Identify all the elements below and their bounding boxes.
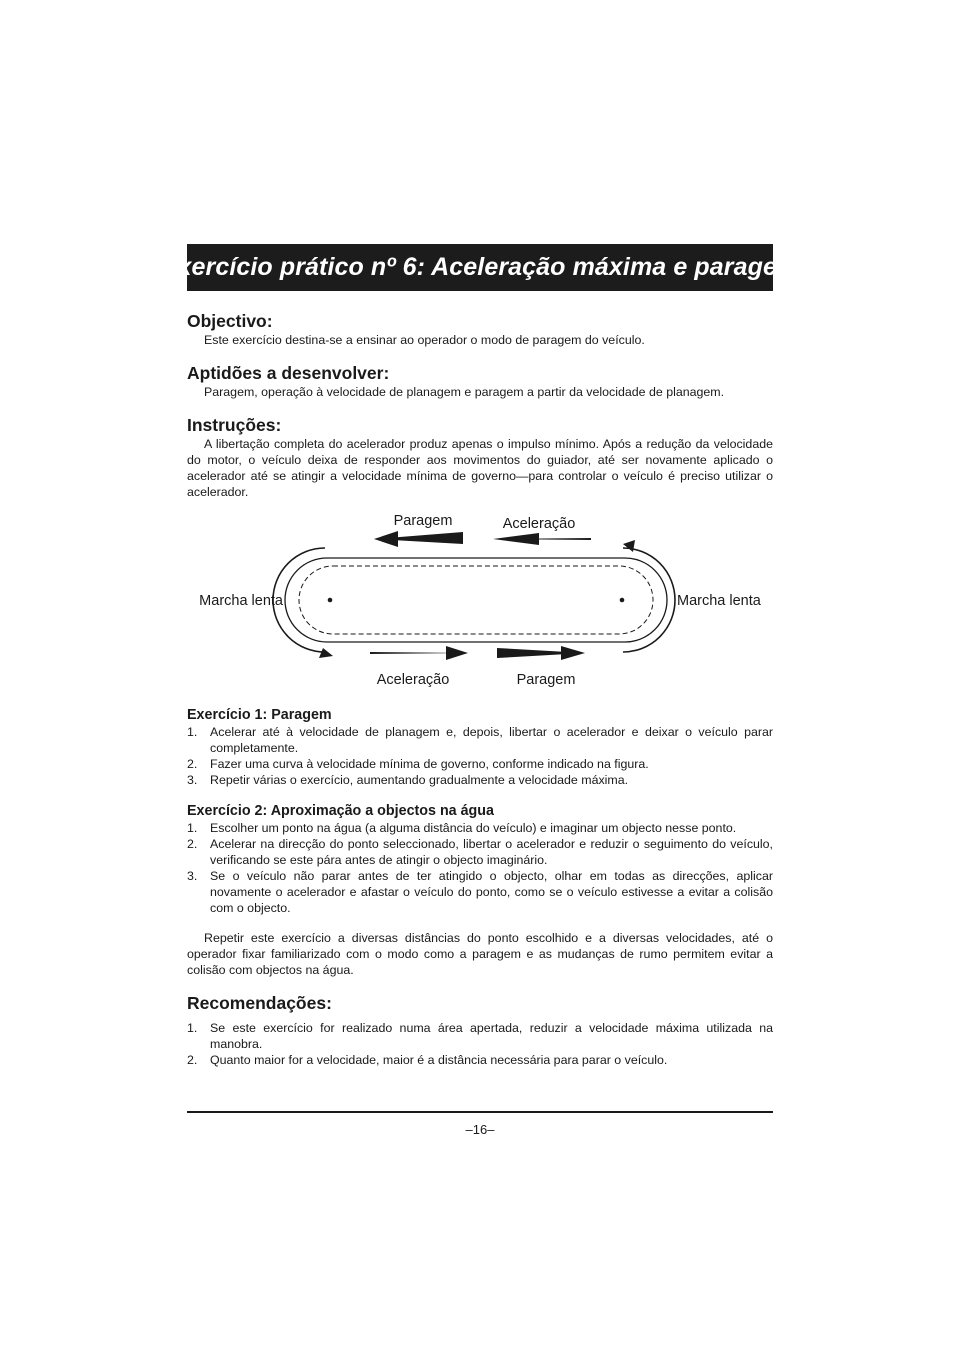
list-item: 1. Se este exercício for realizado numa área apertada, reduzir a velocidade máxima utilizada na manobra. bbox=[187, 1021, 773, 1051]
recommendations-section bbox=[187, 992, 773, 1068]
instructions-section bbox=[187, 414, 773, 500]
manoeuvre-diagram-svg bbox=[187, 506, 773, 706]
right-turn-arrowhead bbox=[623, 540, 635, 552]
right-label: Marcha lenta bbox=[677, 593, 761, 609]
inner-track bbox=[299, 566, 653, 634]
skills-heading: Aptidões a desenvolver: bbox=[187, 363, 390, 383]
exercise1-heading: Exercício 1: Paragem bbox=[187, 707, 332, 723]
recommendations-heading: Recomendações: bbox=[187, 993, 332, 1013]
list-item: 2. Acelerar na direcção do ponto seleccionado, libertar o acelerador e reduzir o seguimento do veículo, verificando se este pára antes de atingir o objecto imaginário. bbox=[187, 837, 773, 867]
objective-heading: Objectivo: bbox=[187, 311, 273, 331]
left-label: Marcha lenta bbox=[199, 593, 283, 609]
bottom-left-arrowhead bbox=[446, 646, 468, 660]
list-item: 1. Escolher um ponto na água (a alguma distância do veículo) e imaginar um objecto nesse ponto. bbox=[187, 821, 737, 835]
bottom-left-label: Aceleração bbox=[376, 672, 450, 688]
page-content bbox=[187, 310, 773, 1068]
page-title-banner bbox=[160, 244, 800, 291]
exercise2-note: Repetir este exercício a diversas distâncias do ponto escolhido e a diversas velocidades, até o operador fixar familiarizado com o modo como a paragem e as mudanças de rumo permitem evitar a colisão com objectos na água. bbox=[187, 931, 773, 977]
manoeuvre-diagram bbox=[187, 506, 773, 706]
instructions-text: A libertação completa do acelerador produz apenas o impulso mínimo. Após a redução da velocidade do motor, o veículo deixa de responder aos movimentos do guiador, até ser novamente aplicado o acelerador até se atingir a velocidade mínima de governo—para controlar o veículo é preciso utilizar o acelerador. bbox=[187, 437, 773, 499]
list-item: 2. Fazer uma curva à velocidade mínima de governo, conforme indicado na figura. bbox=[187, 757, 649, 771]
exercise1-section bbox=[187, 706, 773, 788]
objective-section bbox=[187, 310, 773, 348]
exercise2-list bbox=[187, 820, 773, 916]
exercise2-heading: Exercício 2: Aproximação a objectos na água bbox=[187, 803, 494, 819]
page-number: –16– bbox=[465, 1122, 495, 1137]
skills-section bbox=[187, 362, 773, 400]
top-left-arrowhead bbox=[374, 531, 398, 547]
exercise1-list bbox=[187, 724, 773, 788]
bottom-right-arrowhead bbox=[561, 646, 585, 660]
bottom-right-label: Paragem bbox=[516, 672, 576, 688]
outer-track bbox=[285, 558, 667, 642]
footer-rule bbox=[187, 1111, 773, 1113]
list-item: 2. Quanto maior for a velocidade, maior é a distância necessária para parar o veículo. bbox=[187, 1053, 668, 1067]
objective-text: Este exercício destina-se a ensinar ao operador o modo de paragem do veículo. bbox=[204, 333, 645, 347]
top-right-label: Aceleração bbox=[502, 516, 576, 532]
recommendations-list bbox=[187, 1020, 773, 1068]
left-turn-arrowhead bbox=[319, 648, 333, 658]
left-point bbox=[328, 598, 333, 603]
list-item: 3. Se o veículo não parar antes de ter atingido o objecto, olhar em todas as direcções, aplicar novamente o acelerador e afastar o veículo do ponto, como se o veículo estivesse a evitar a colisão com o objecto. bbox=[187, 869, 773, 915]
exercise2-section bbox=[187, 802, 773, 978]
instructions-heading: Instruções: bbox=[187, 415, 282, 435]
list-item: 1. Acelerar até à velocidade de planagem e, depois, libertar o acelerador e deixar o veículo parar completamente. bbox=[187, 725, 773, 755]
right-point bbox=[620, 598, 625, 603]
skills-text: Paragem, operação à velocidade de planagem e paragem a partir da velocidade de planagem. bbox=[204, 385, 725, 399]
page-title: Exercício prático nº 6: Aceleração máxima e paragem bbox=[160, 253, 800, 281]
top-right-arrowhead bbox=[493, 533, 539, 545]
top-left-label: Paragem bbox=[393, 513, 453, 529]
list-item: 3. Repetir várias o exercício, aumentando gradualmente a velocidade máxima. bbox=[187, 773, 629, 787]
